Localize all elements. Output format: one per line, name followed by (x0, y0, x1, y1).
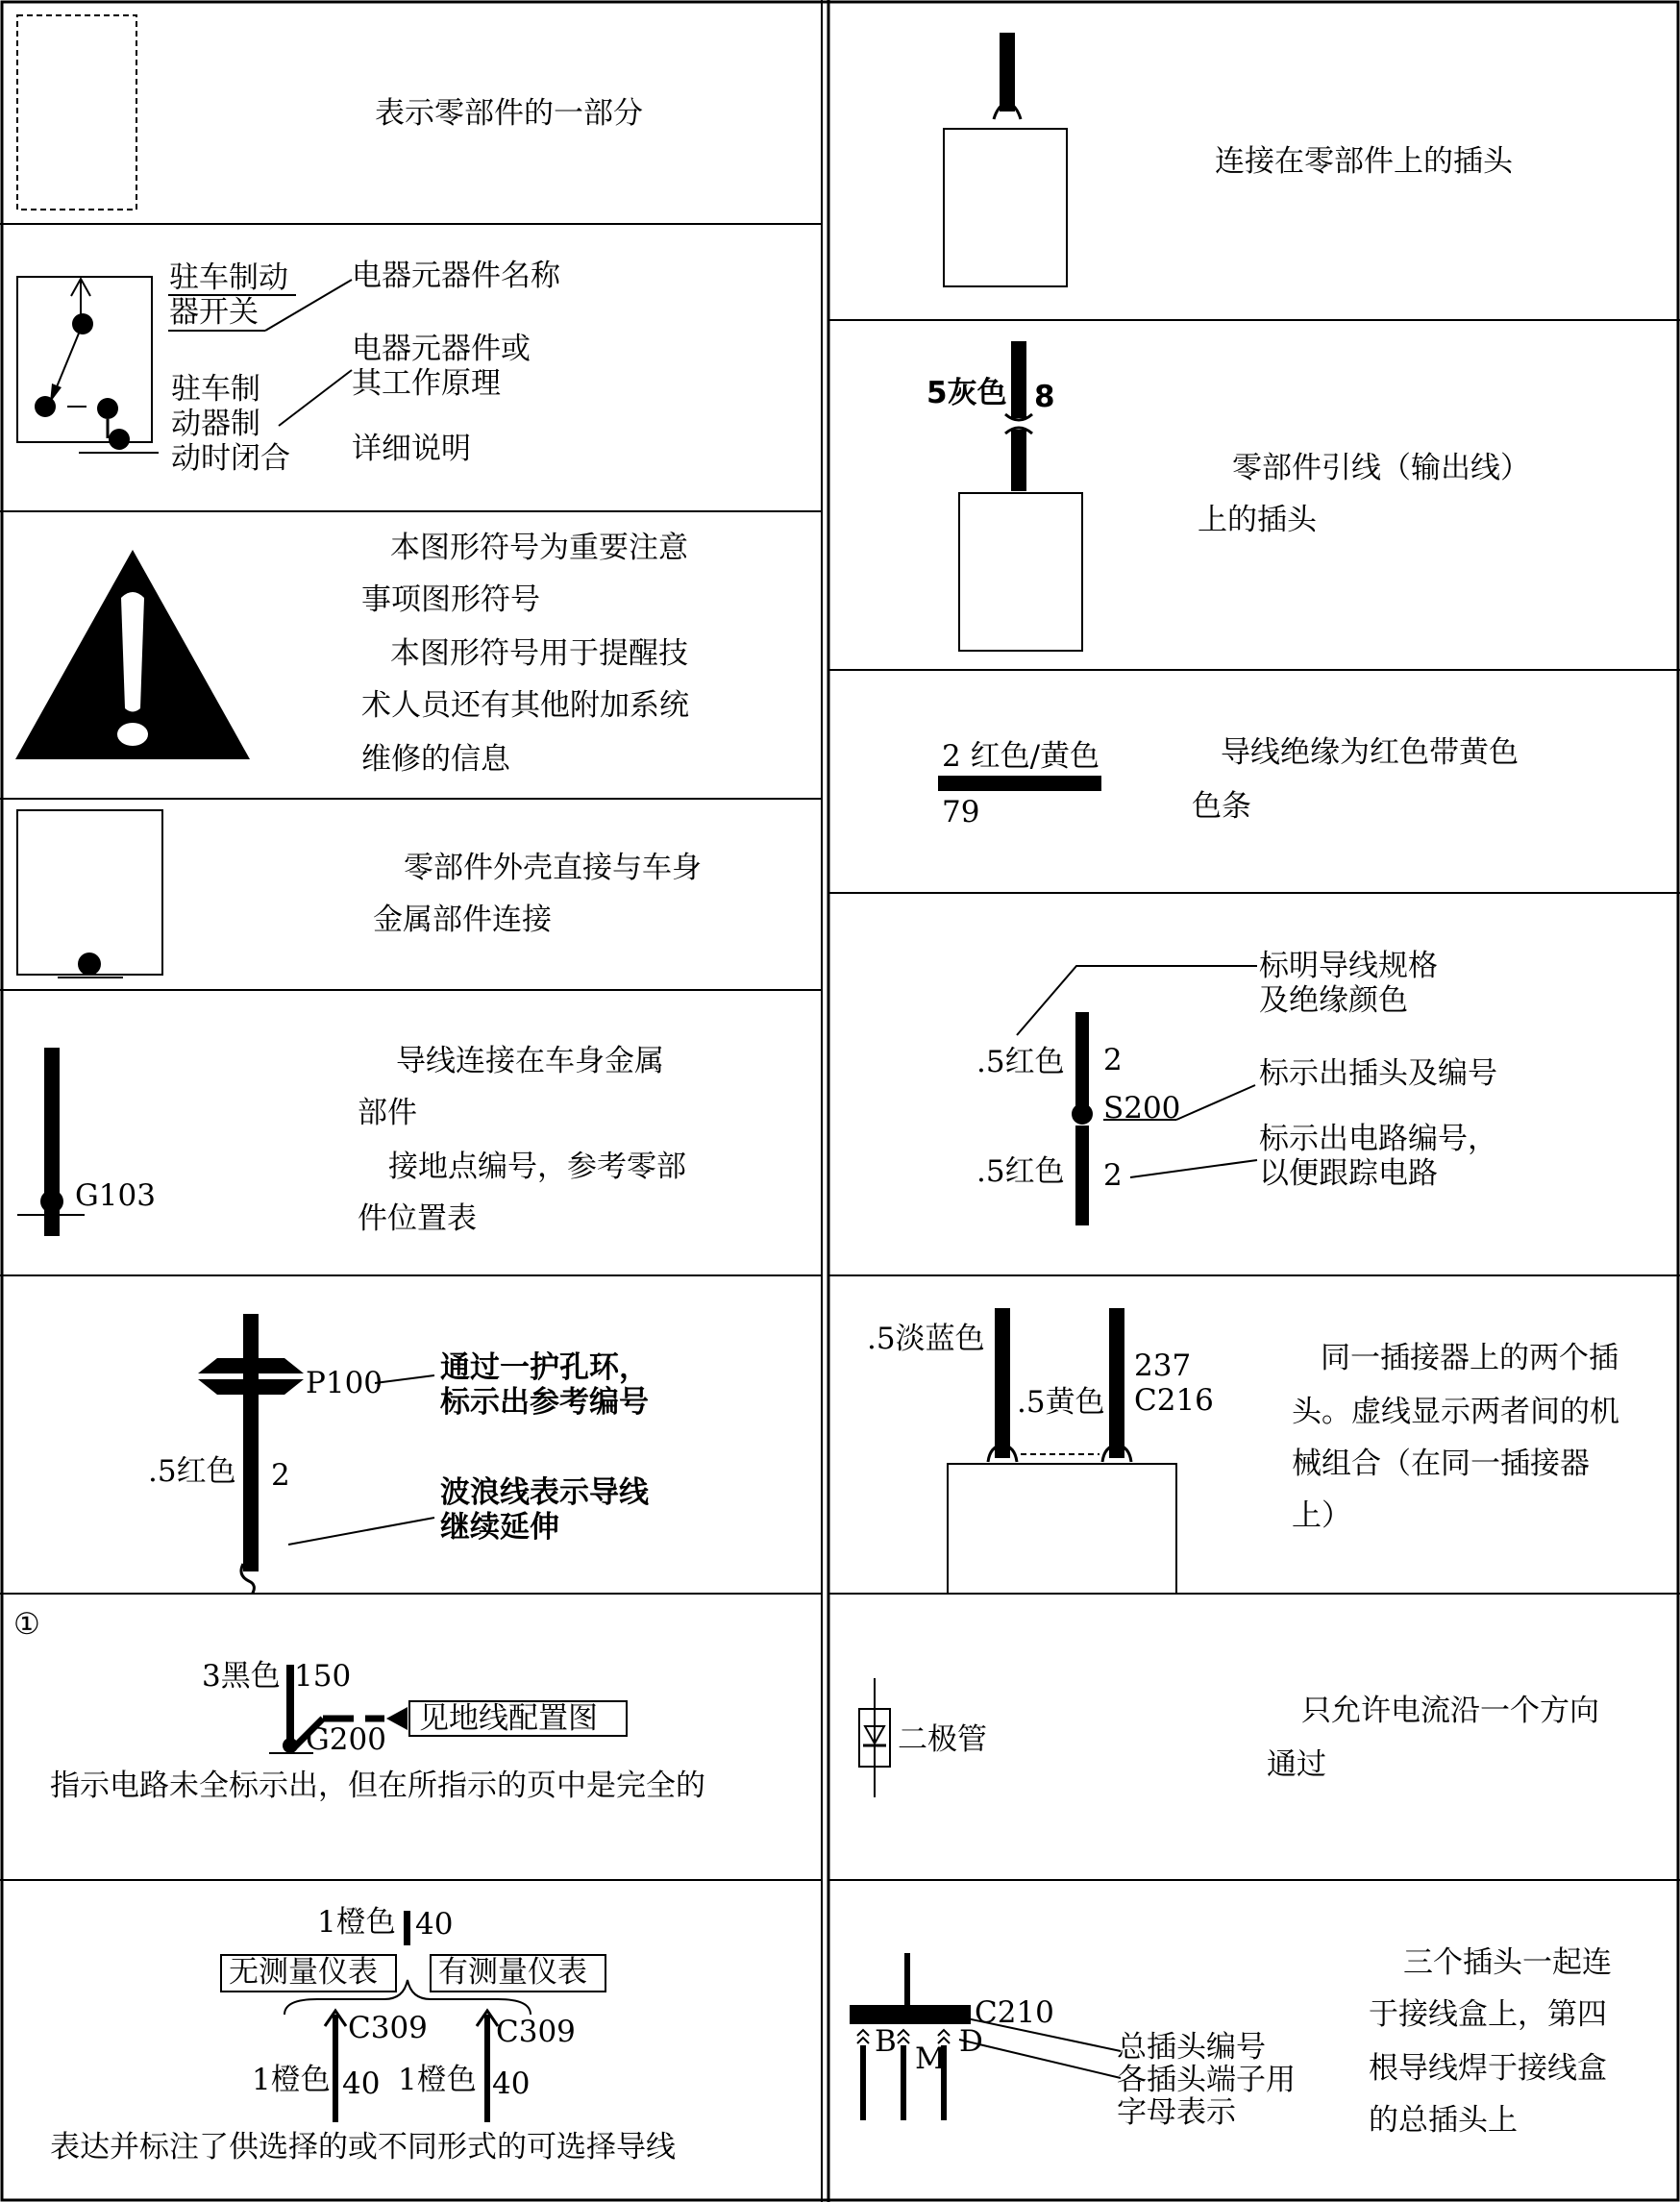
grommet-icon (0, 1275, 822, 1594)
row-optional-wiring (0, 1880, 822, 2202)
junction-label2-line1: 各插头端子用 (1117, 2063, 1296, 2097)
label-or-line1: 电器元器件或 (352, 332, 531, 366)
condition-line3: 动时闭合 (171, 441, 290, 476)
grommet-label-line1: 通过一护孔环， (440, 1350, 649, 1385)
option-with-gauge[interactable]: 有测量仪表 (438, 1955, 587, 1990)
warning-desc-line5: 维修的信息 (361, 742, 510, 777)
optional-bottom-spec-b: 1橙色 (398, 2063, 477, 2097)
insulation-desc-line1: 导线绝缘为红色带黄色 (1221, 735, 1519, 770)
row-switch-labels (0, 224, 822, 511)
dual-connector-id: C216 (1134, 1383, 1214, 1418)
splice-id: S200 (1103, 1091, 1181, 1126)
pigtail-desc-line2: 上的插头 (1198, 503, 1317, 537)
row-case-ground (0, 799, 822, 990)
warning-desc-line3: 本图形符号用于提醒技 (390, 636, 688, 671)
optional-wiring-desc: 表达并标注了供选择的或不同形式的可选择导线 (50, 2130, 676, 2165)
row-grommet (0, 1275, 822, 1594)
row-pigtail-connector (828, 320, 1680, 670)
row-component-connector (828, 0, 1680, 320)
grommet-wire-spec: .5红色 (148, 1454, 236, 1489)
wire-insulation-icon (828, 670, 1680, 893)
option-no-gauge[interactable]: 无测量仪表 (229, 1955, 378, 1990)
incomplete-circuit-icon (0, 1594, 822, 1880)
diode-label: 二极管 (898, 1722, 987, 1757)
wire-ground-line1: 导线连接在车身金属 (396, 1044, 664, 1078)
condition-line2: 动器制 (171, 407, 260, 441)
insulation-wire-spec: 2 红色/黄色 (942, 739, 1100, 774)
switch-name-line2: 器开关 (169, 295, 259, 330)
pigtail-circuit: 8 (1034, 380, 1055, 414)
row-incomplete-circuit (0, 1594, 822, 1880)
incomplete-ground-id: G200 (306, 1722, 386, 1757)
junction-desc-line1: 三个插头一起连 (1403, 1945, 1612, 1980)
row-partial-component (0, 0, 822, 224)
splice-label3-line2: 以便跟踪电路 (1259, 1156, 1438, 1191)
junction-connector-id: C210 (975, 1995, 1054, 2030)
dual-spec-a: .5淡蓝色 (867, 1322, 985, 1356)
wave-label-line2: 继续延伸 (440, 1510, 559, 1545)
label-detail: 详细说明 (352, 432, 471, 466)
case-ground-line1: 零部件外壳直接与车身 (404, 851, 702, 885)
splice-spec-top: .5红色 (976, 1045, 1065, 1079)
grommet-label-line2: 标示出参考编号 (440, 1385, 649, 1420)
incomplete-desc: 指示电路未全标示出，但在所指示的页中是完全的 (50, 1769, 705, 1803)
splice-icon (828, 893, 1680, 1275)
incomplete-wire-spec: 3黑色 (202, 1659, 281, 1694)
connector-a-id: C309 (348, 2011, 428, 2045)
ground-reference-label: 见地线配置图 (419, 1701, 598, 1736)
optional-bottom-spec-a: 1橙色 (252, 2063, 331, 2097)
dual-desc-line1: 同一插接器上的两个插 (1321, 1341, 1618, 1375)
wave-label-line1: 波浪线表示导线 (440, 1475, 649, 1510)
optional-top-spec: 1橙色 (317, 1905, 396, 1940)
label-or-line2: 其工作原理 (352, 366, 501, 401)
junction-pin-b: B (875, 2024, 897, 2059)
row-junction-header (828, 1880, 1680, 2202)
label-component-name: 电器元器件名称 (352, 259, 560, 293)
optional-top-circuit: 40 (415, 1907, 454, 1942)
case-ground-icon (0, 799, 822, 990)
partial-component-desc: 表示零部件的一部分 (375, 96, 643, 131)
row-dual-connector (828, 1275, 1680, 1594)
diode-desc-line2: 通过 (1267, 1747, 1326, 1782)
ground-id: G103 (75, 1178, 156, 1213)
junction-label1: 总插头编号 (1117, 2030, 1266, 2065)
insulation-desc-line2: 色条 (1192, 789, 1251, 824)
grommet-id: P100 (306, 1366, 383, 1400)
optional-bottom-circuit-a: 40 (342, 2066, 381, 2101)
incomplete-circuit: 150 (294, 1659, 352, 1694)
pigtail-desc-line1: 零部件引线（输出线） (1232, 451, 1530, 485)
diode-desc-line1: 只允许电流沿一个方向 (1301, 1694, 1599, 1728)
pigtail-wire-spec: 5灰色 (926, 376, 1007, 410)
splice-spec-bottom: .5红色 (976, 1154, 1065, 1189)
dual-desc-line3: 械组合（在同一插接器 (1292, 1447, 1590, 1481)
switch-name-line1: 驻车制动 (169, 260, 288, 295)
dual-circuit: 237 (1134, 1348, 1192, 1383)
connector-b-id: C309 (496, 2015, 576, 2049)
circle-marker: ① (13, 1607, 40, 1642)
junction-pin-m: M (915, 2041, 946, 2076)
splice-label1-line1: 标明导线规格 (1259, 949, 1438, 983)
component-connector-desc: 连接在零部件上的插头 (1215, 144, 1513, 179)
grommet-circuit: 2 (271, 1458, 290, 1493)
junction-pin-d: D (959, 2024, 983, 2059)
row-wire-ground (0, 990, 822, 1275)
row-splice-labels (828, 893, 1680, 1275)
splice-circuit-bottom: 2 (1103, 1158, 1123, 1193)
dual-desc-line2: 头。虚线显示两者间的机 (1292, 1395, 1619, 1429)
row-warning-symbol (0, 511, 822, 799)
splice-label3-line1: 标示出电路编号， (1259, 1122, 1497, 1156)
dual-spec-b: .5黄色 (1017, 1385, 1105, 1420)
splice-label2: 标示出插头及编号 (1259, 1056, 1497, 1091)
junction-desc-line4: 的总插头上 (1369, 2103, 1518, 2138)
dual-desc-line4: 上） (1292, 1498, 1351, 1533)
insulation-circuit: 79 (942, 795, 980, 829)
splice-label1-line2: 及绝缘颜色 (1259, 983, 1408, 1018)
row-diode (828, 1594, 1680, 1880)
wire-ground-line4: 件位置表 (358, 1201, 477, 1236)
row-wire-insulation (828, 670, 1680, 893)
warning-desc-line1: 本图形符号为重要注意 (390, 531, 688, 565)
optional-bottom-circuit-b: 40 (492, 2066, 531, 2101)
splice-circuit-top: 2 (1103, 1043, 1123, 1077)
wire-ground-line3: 接地点编号，参考零部 (388, 1150, 686, 1184)
wire-ground-line2: 部件 (358, 1096, 417, 1130)
case-ground-line2: 金属部件连接 (373, 903, 552, 937)
warning-desc-line2: 事项图形符号 (361, 582, 540, 617)
junction-label2-line2: 字母表示 (1117, 2095, 1236, 2130)
junction-desc-line3: 根导线焊于接线盒 (1369, 2051, 1607, 2086)
warning-desc-line4: 术人员还有其他附加系统 (361, 688, 689, 723)
condition-line1: 驻车制 (171, 372, 260, 407)
junction-desc-line2: 于接线盒上，第四 (1369, 1997, 1607, 2032)
